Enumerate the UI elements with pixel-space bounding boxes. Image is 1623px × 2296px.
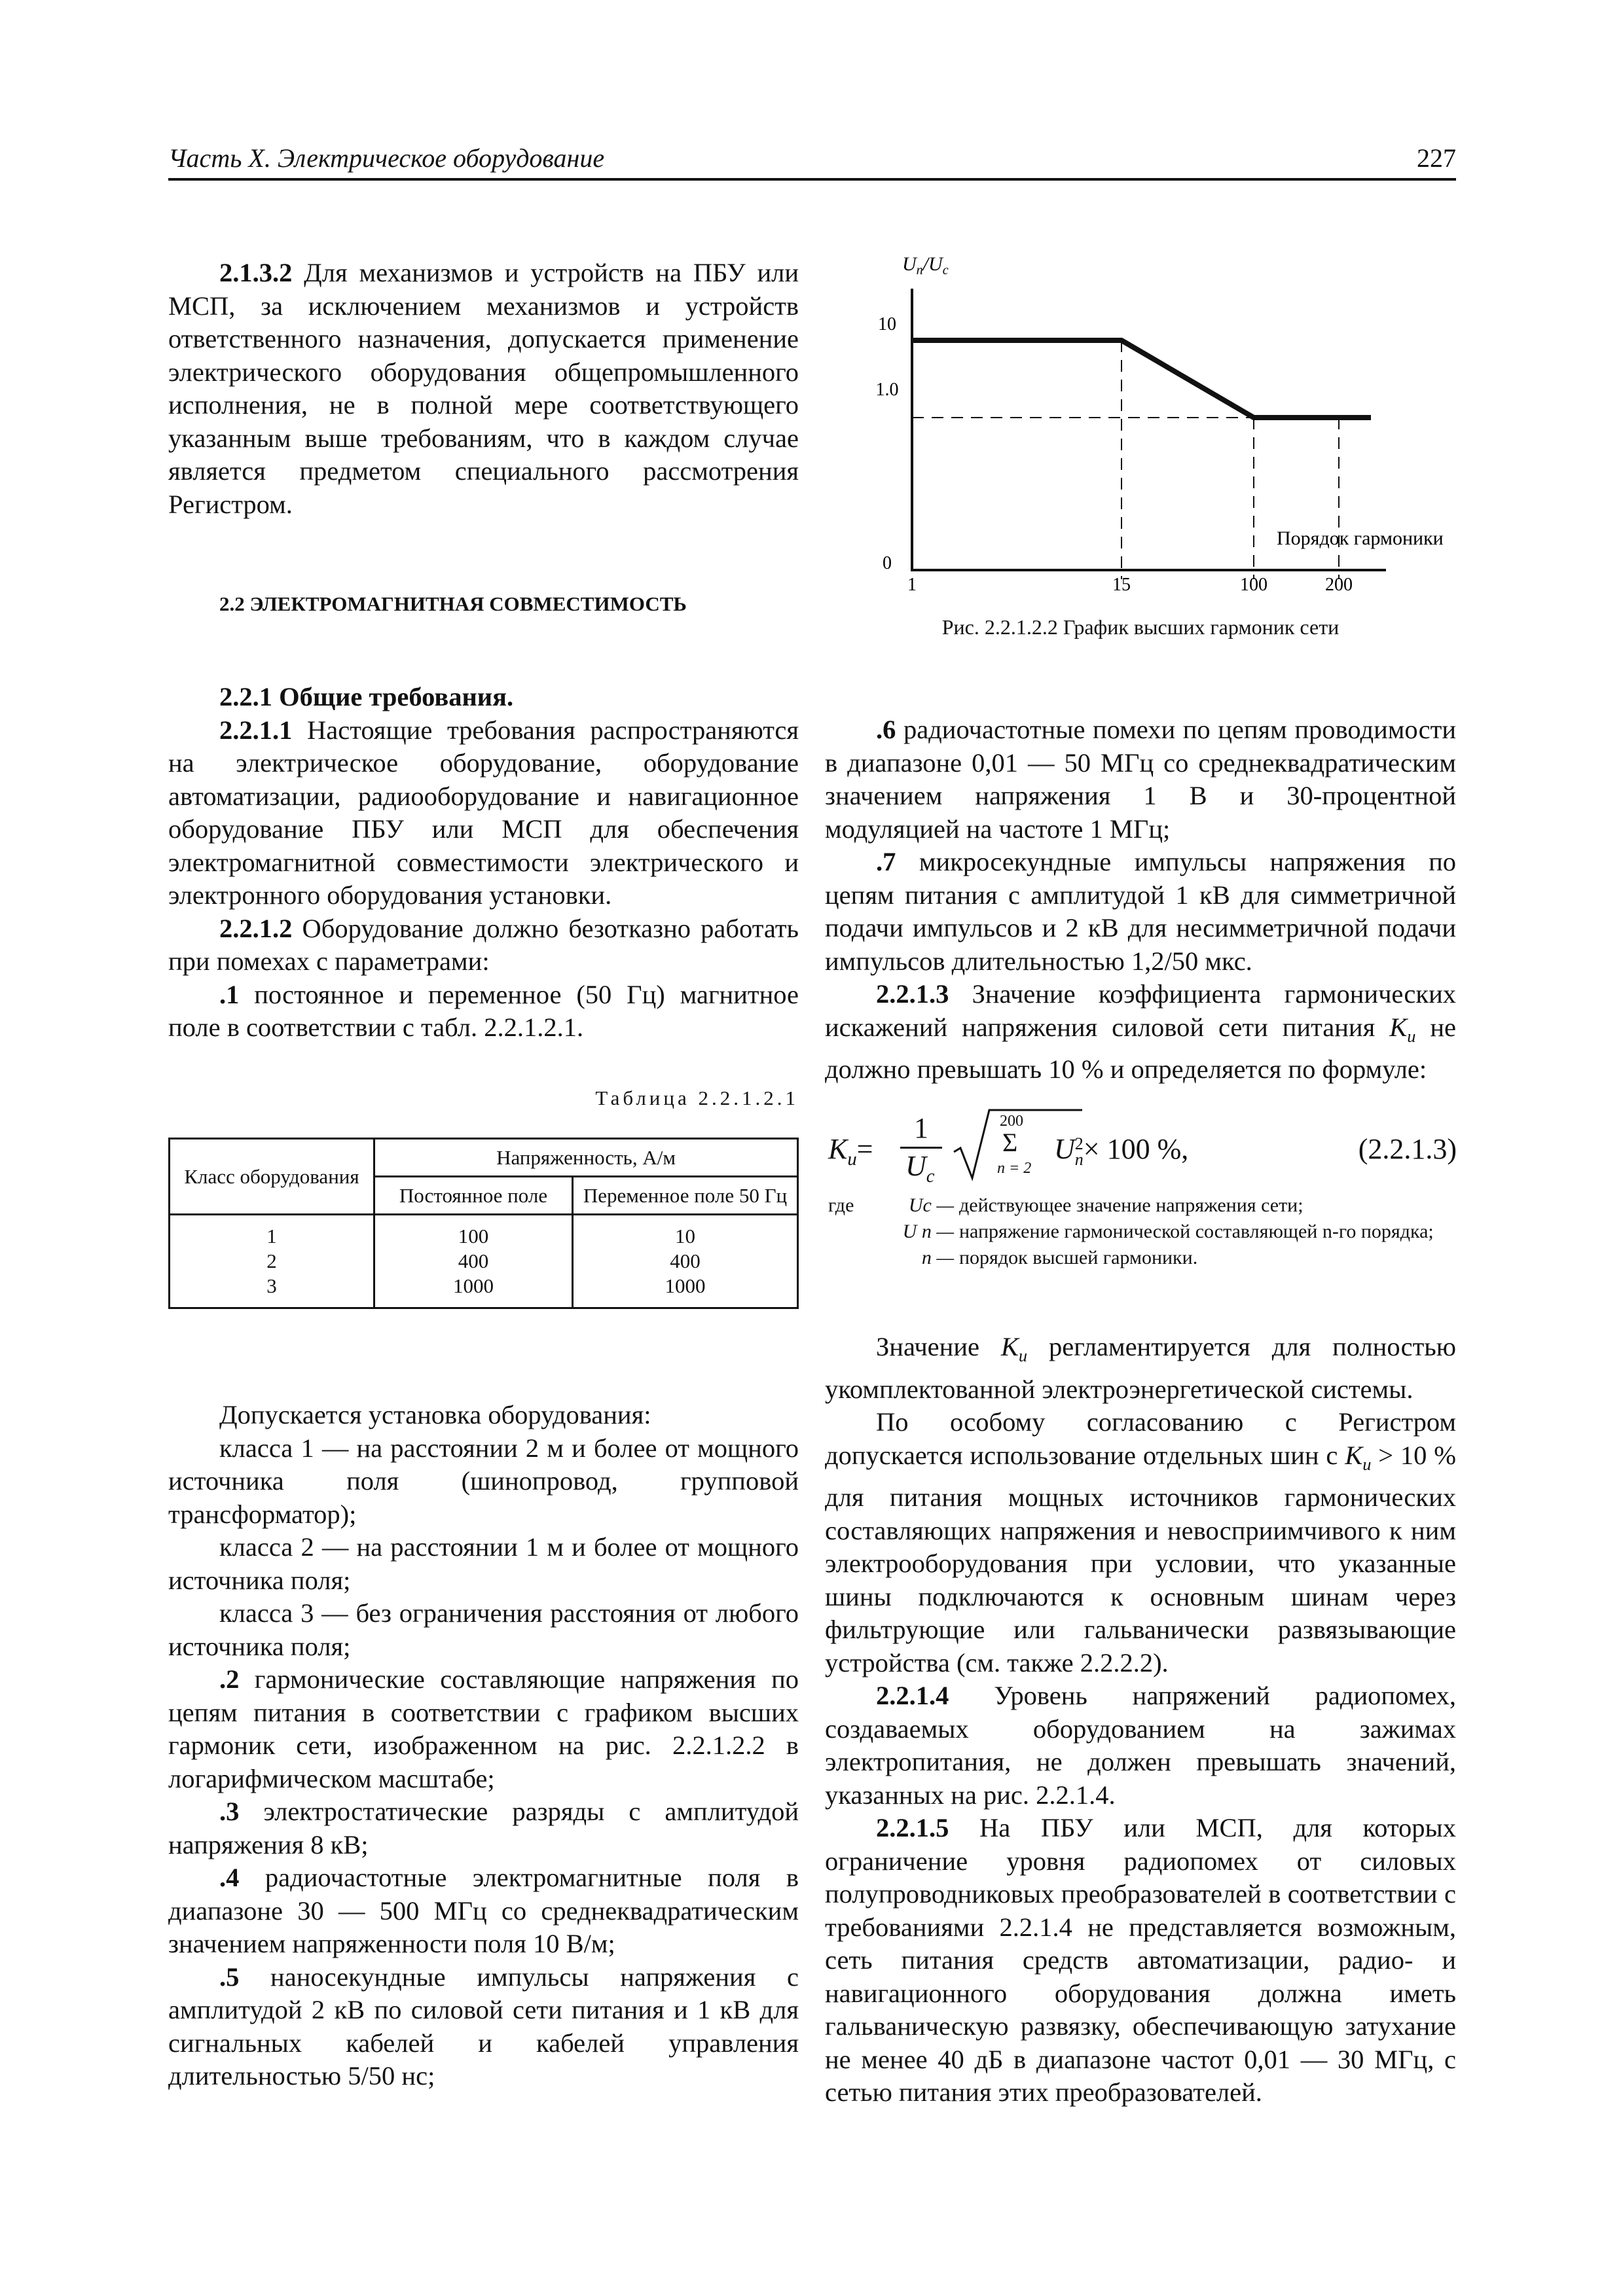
figure-caption: Рис. 2.2.1.2.2 График высших гармоник сети [941,615,1340,639]
header-intensity: Напряженность, А/м [374,1139,798,1177]
y-tick-label: 10 [878,314,896,334]
symbol-subscript: u [1018,1346,1028,1366]
paragraph-text: Значение [876,1332,1001,1361]
equation-number: (2.2.1.3) [1358,1133,1457,1165]
sum-upper-limit: 200 [1000,1113,1023,1130]
item-text: наносекундные импульсы напряжения с амплитудой 2 кВ по силовой сети питания и 1 кВ для сигнальных кабелей и кабелей управления длительностью 5/50 нс; [168,1962,799,2090]
page-number: 227 [1417,143,1456,173]
symbol: U [905,1150,926,1182]
symbol-subscript: c [926,1166,935,1187]
header-dc-field: Постоянное поле [374,1177,573,1215]
symbol-subscript: u [847,1149,857,1170]
item-number: .5 [219,1962,240,1992]
symbol: K [1389,1012,1408,1042]
formula-tail: × 100 %, [1083,1133,1189,1165]
allowed-installation-block [168,1399,799,2093]
clause-text: Оборудование должно безотказно работать при помехах с параметрами: [168,913,799,976]
subsection-heading-2-2-1: 2.2.1 Общие требования. [219,682,514,711]
item-number: .3 [219,1797,240,1826]
paragraph: класса 2 — на расстоянии 1 м и более от мощного источника поля; [168,1532,799,1595]
item-number: .4 [219,1863,240,1892]
dc-values: 100 400 1000 [374,1215,573,1308]
y-tick-label: 0 [883,553,892,573]
clause-number: 2.2.1.5 [876,1813,949,1843]
x-tick-label: 1 [907,575,917,595]
symbol-subscript: n [1074,1149,1084,1169]
symbol: U [1054,1133,1075,1165]
clause-number: 2.1.3.2 [219,258,293,287]
clause-text: На ПБУ или МСП, для которых ограничение уровня радиопомех от силовых полупроводниковых преобразователей в соответствии с требованиями 2.2.1.4 не представляется возможным, сеть питания средств автоматизации, радио- и навигационного оборудования должна иметь гальваническую развязку, обеспечивающую затухание не менее 40 дБ в диапазоне частот 0,01 — 30 МГц, с сетью питания этих преобразователей. [825,1813,1456,2108]
legend-symbol: n — [921,1247,954,1268]
clause-number: 2.2.1.3 [876,979,949,1009]
symbol-subscript: u [1407,1026,1416,1046]
clause-number: 2.2.1.2 [219,913,293,943]
x-tick-label: 15 [1112,575,1131,595]
where-label: где [828,1194,854,1216]
clause-number: 2.2.1.1 [219,715,293,745]
symbol: K [828,1133,848,1165]
legend-desc: напряжение гармонической составляющей n-го порядка; [959,1221,1434,1242]
item-number: .7 [876,847,896,876]
formula-lhs [828,1132,873,1170]
x-axis-label: Порядок гармоники [1277,528,1444,549]
class-values: 1 2 3 [170,1215,374,1308]
closing-block [825,1331,1456,2109]
item-text: постоянное и переменное (50 Гц) магнитное поле в соответствии с табл. 2.2.1.2.1. [168,979,799,1042]
paragraph: Допускается установка оборудования: [219,1400,651,1429]
clause-text: не должно превышать 10 % и определяется по формуле: [825,1012,1456,1085]
item-number: .1 [219,979,240,1009]
y-axis-label: $U_n/U_c$ [902,253,949,278]
clause-text: Значение коэффициента гармонических искажений напряжения силовой сети питания [825,979,1456,1042]
x-tick-label: 100 [1240,575,1267,595]
sum-sign: Σ [1002,1128,1018,1157]
header-class: Класс оборудования [170,1139,374,1215]
item-number: .6 [876,715,896,744]
symbol-superscript: 2 [1074,1134,1084,1153]
symbol: K [1000,1332,1019,1361]
item-text: электростатические разряды с амплитудой напряжения 8 кВ; [168,1797,799,1859]
header-ac-field: Переменное поле 50 Гц [573,1177,798,1215]
fraction-denominator [905,1149,934,1187]
clause-number: 2.2.1.4 [876,1681,949,1711]
series-line [912,340,1371,418]
items-6-7-block [825,713,1456,1086]
formula-legend [828,1193,1444,1271]
paragraph-text: По особому согласованию с Регистром допускается использование отдельных шин с [825,1407,1456,1470]
harmonics-chart [0,0,1623,655]
y-tick-label: 1.0 [875,380,899,400]
item-number: .2 [219,1664,240,1694]
section-heading-2-2: 2.2 ЭЛЕКТРОМАГНИТНАЯ СОВМЕСТИМОСТЬ [219,592,687,615]
item-text: гармонические составляющие напряжения по цепям питания в соответствии с графиком высших гармоник сети, изображенном на рис. 2.2.1.2.2 в логарифмическом масштабе; [168,1664,799,1793]
ac-values: 10 400 1000 [573,1215,798,1308]
symbol-subscript: u [1362,1454,1372,1474]
legend-symbol: Uc — [908,1194,954,1216]
item-text: радиочастотные электромагнитные поля в диапазоне 30 — 500 МГц со среднеквадратическим значением напряженности поля 10 В/м; [168,1863,799,1958]
x-tick-label: 200 [1325,575,1353,595]
legend-desc: действующее значение напряжения сети; [959,1194,1304,1216]
item-text: микросекундные импульсы напряжения по цепям питания с амплитудой 1 кВ для симметричной подачи импульсов и 2 кВ для несимметричной подачи импульсов длительностью 1,2/50 мкс. [825,847,1456,976]
fraction-numerator: 1 [914,1112,928,1144]
paragraph-text: > 10 % для питания мощных источников гармонических составляющих напряжения и невосприимчивого к ним электрооборудования при условии, что указанные шины подключаются к основным шинам через фильтрующие или гальванически развязывающие устройства (см. также 2.2.2.2). [825,1440,1457,1677]
equals-sign: = [856,1133,873,1165]
symbol: K [1345,1440,1363,1470]
paragraph: класса 1 — на расстоянии 2 м и более от мощного источника поля (шинопровод, групповой трансформатор); [168,1433,799,1529]
clause-text: Уровень напряжений радиопомех, создаваемых оборудованием на зажимах электропитания, не должен превышать значений, указанных на рис. 2.2.1.4. [825,1681,1456,1810]
sum-lower-limit: n = 2 [997,1160,1032,1177]
magnetic-field-table [168,1138,799,1309]
fraction-bar [900,1147,942,1149]
running-header-title: Часть X. Электрическое оборудование [168,143,605,173]
clause-text: Для механизмов и устройств на ПБУ или МСП, за исключением механизмов и устройств ответственного назначения, допускается применение электрического оборудования общепромышленного исполнения, не в полной мере соответствующего указанным выше требованиям, что в каждом случае является предметом специального рассмотрения Регистром. [168,258,799,519]
paragraph-text: регламентируется для полностью укомплектованной электроэнергетической системы. [825,1332,1456,1404]
item-text: радиочастотные помехи по цепям проводимости в диапазоне 0,01 — 50 МГц со среднеквадратическим значением напряжения 1 В и 30-процентной модуляцией на частоте 1 МГц; [825,715,1456,844]
general-requirements-block [168,681,799,1045]
clause-text: Настоящие требования распространяются на электрическое оборудование, оборудование автоматизации, радиооборудование и навигационное оборудование ПБУ или МСП для обеспечения электромагнитной совместимости электрического и электронного оборудования установки. [168,715,799,910]
paragraph: класса 3 — без ограничения расстояния от любого источника поля; [168,1598,799,1661]
formula-term [1054,1132,1188,1168]
legend-desc: порядок высшей гармоники. [959,1247,1198,1268]
formula-2-2-1-3 [828,1106,1457,1198]
table-caption: Таблица 2.2.1.2.1 [595,1086,799,1109]
legend-symbol: U n — [902,1221,954,1242]
